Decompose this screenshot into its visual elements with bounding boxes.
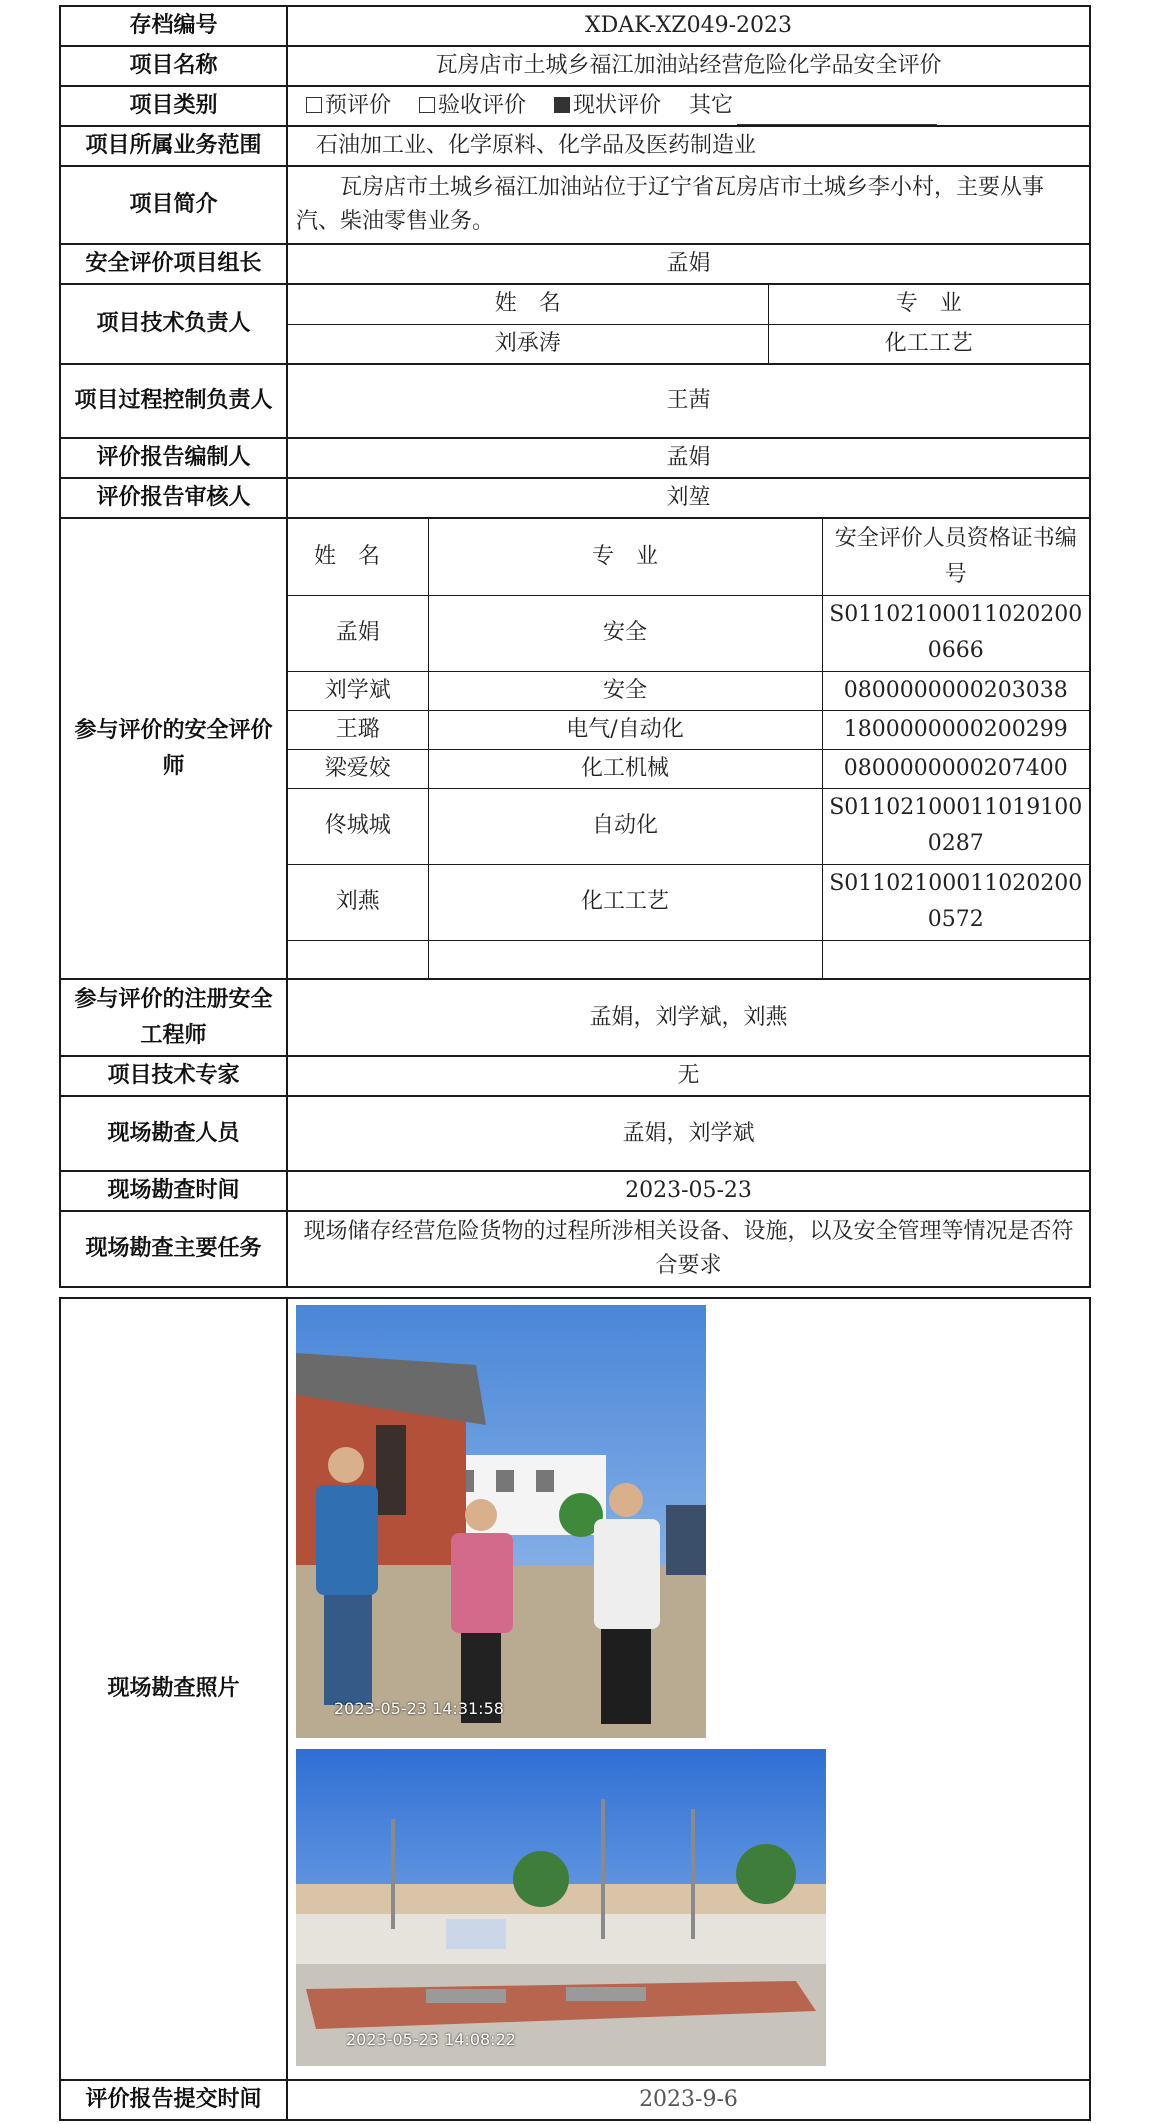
checkbox-empty-icon [306,97,322,113]
label-registered-engineers: 参与评价的注册安全工程师 [60,979,287,1056]
label-report-reviewer: 评价报告审核人 [60,478,287,518]
row-team-leader [60,244,1090,284]
evaluator-row [288,595,1089,671]
label-submit-time: 评价报告提交时间 [60,2080,287,2120]
evaluator-major: 安全 [428,595,822,671]
row-project-name [60,46,1090,86]
row-report-author [60,438,1090,478]
evaluator-name: 梁爱姣 [288,749,428,788]
option-pre-evaluation-label: 预评价 [325,93,392,118]
evaluators-cell [287,518,1090,979]
row-survey-staff [60,1096,1090,1171]
tech-lead-name: 刘承涛 [288,324,768,363]
checkbox-filled-icon [554,97,570,113]
evaluators-header-row [288,519,1089,595]
value-survey-staff: 孟娟，刘学斌 [287,1096,1090,1171]
main-table [59,5,1091,1288]
evaluator-major: 电气/自动化 [428,710,822,749]
option-other[interactable] [689,87,937,125]
evaluator-cert: 1800000000200299 [822,710,1089,749]
evaluators-subtable [288,519,1089,978]
row-registered-engineers [60,979,1090,1056]
value-report-author: 孟娟 [287,438,1090,478]
label-survey-staff: 现场勘查人员 [60,1096,287,1171]
evaluators-col-name: 姓 名 [288,519,428,595]
label-survey-time: 现场勘查时间 [60,1171,287,1211]
value-project-name: 瓦房店市土城乡福江加油站经营危险化学品安全评价 [287,46,1090,86]
row-process-lead [60,364,1090,438]
evaluator-major: 化工机械 [428,749,822,788]
row-survey-time [60,1171,1090,1211]
row-submit-time [60,2080,1090,2120]
evaluator-cert: S011021000110202000572 [822,864,1089,940]
evaluator-row [288,788,1089,864]
evaluator-name: 王璐 [288,710,428,749]
row-intro [60,166,1090,244]
evaluation-record-form [59,5,1091,2121]
evaluator-cert: 0800000000207400 [822,749,1089,788]
evaluator-cert: S011021000110202000666 [822,595,1089,671]
value-project-type [287,86,1090,126]
value-process-lead: 王茜 [287,364,1090,438]
photo1-timestamp: 2023-05-23 14:31:58 [334,1699,504,1718]
site-photo-tank-area [296,1749,826,2066]
label-report-author: 评价报告编制人 [60,438,287,478]
evaluators-empty-row [288,940,1089,978]
site-photo-staff [296,1305,706,1738]
evaluator-row [288,749,1089,788]
value-team-leader: 孟娟 [287,244,1090,284]
label-project-type: 项目类别 [60,86,287,126]
site-photo-staff-image [296,1305,706,1738]
evaluator-cert: 0800000000203038 [822,671,1089,710]
site-photo-tank-area-image [296,1749,826,2066]
option-pre-evaluation[interactable] [306,87,391,125]
value-survey-task: 现场储存经营危险货物的过程所涉相关设备、设施，以及安全管理等情况是否符合要求 [287,1211,1090,1287]
evaluator-major: 自动化 [428,788,822,864]
evaluators-col-cert: 安全评价人员资格证书编号 [822,519,1089,595]
value-registered-engineers: 孟娟，刘学斌，刘燕 [287,979,1090,1056]
row-report-reviewer [60,478,1090,518]
option-other-label: 其它 [689,93,734,118]
tech-lead-subtable [288,285,1089,363]
checkbox-empty-icon [419,97,435,113]
row-survey-task [60,1211,1090,1287]
row-tech-lead [60,284,1090,364]
photo2-timestamp: 2023-05-23 14:08:22 [346,2030,516,2049]
label-tech-lead: 项目技术负责人 [60,284,287,364]
value-submit-time: 2023-9-6 [287,2080,1090,2120]
other-blank-line [737,98,937,125]
evaluator-name: 孟娟 [288,595,428,671]
value-survey-time: 2023-05-23 [287,1171,1090,1211]
evaluator-row [288,864,1089,940]
value-business-scope: 石油加工业、化学原料、化学品及医药制造业 [287,126,1090,166]
value-tech-experts: 无 [287,1056,1090,1096]
tech-lead-col-major: 专 业 [768,285,1089,324]
label-business-scope: 项目所属业务范围 [60,126,287,166]
row-archive-no [60,6,1090,46]
tech-lead-major: 化工工艺 [768,324,1089,363]
evaluator-major: 化工工艺 [428,864,822,940]
label-evaluators: 参与评价的安全评价师 [60,518,287,979]
label-intro: 项目简介 [60,166,287,244]
option-acceptance-evaluation[interactable] [419,87,526,125]
evaluator-name: 刘学斌 [288,671,428,710]
option-acceptance-evaluation-label: 验收评价 [438,93,527,118]
option-status-evaluation-label: 现状评价 [573,93,662,118]
label-process-lead: 项目过程控制负责人 [60,364,287,438]
empty-cell [428,940,822,978]
label-survey-task: 现场勘查主要任务 [60,1211,287,1287]
row-survey-photos [60,1298,1090,2080]
value-archive-no: XDAK-XZ049-2023 [287,6,1090,46]
row-tech-experts [60,1056,1090,1096]
value-intro: 瓦房店市土城乡福江加油站位于辽宁省瓦房店市土城乡李小村，主要从事汽、柴油零售业务。 [287,166,1090,244]
label-tech-experts: 项目技术专家 [60,1056,287,1096]
row-business-scope [60,126,1090,166]
empty-cell [288,940,428,978]
evaluator-name: 刘燕 [288,864,428,940]
evaluator-major: 安全 [428,671,822,710]
label-project-name: 项目名称 [60,46,287,86]
photo-table [59,1297,1091,2121]
label-survey-photos: 现场勘查照片 [60,1298,287,2080]
evaluators-col-major: 专 业 [428,519,822,595]
label-team-leader: 安全评价项目组长 [60,244,287,284]
option-status-evaluation[interactable] [554,87,661,125]
evaluator-row [288,671,1089,710]
tech-lead-col-name: 姓 名 [288,285,768,324]
row-evaluators [60,518,1090,979]
photos-cell [287,1298,1090,2080]
row-project-type [60,86,1090,126]
evaluator-row [288,710,1089,749]
label-archive-no: 存档编号 [60,6,287,46]
evaluator-cert: S011021000110191000287 [822,788,1089,864]
empty-cell [822,940,1089,978]
evaluator-name: 佟城城 [288,788,428,864]
value-report-reviewer: 刘堃 [287,478,1090,518]
tech-lead-cell [287,284,1090,364]
